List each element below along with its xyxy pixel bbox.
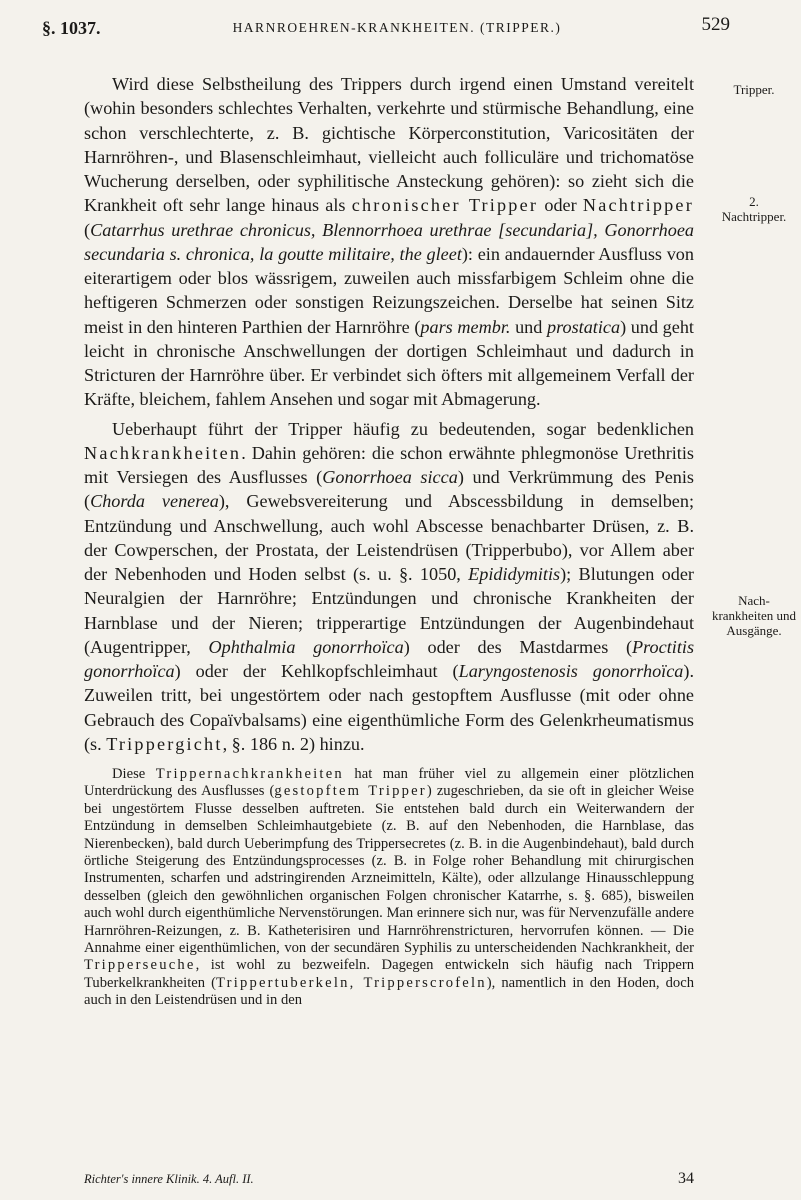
running-header [42, 12, 794, 40]
page-footer [84, 1170, 694, 1190]
running-title: HARNROEHREN-KRANKHEITEN. (TRIPPER.) [232, 20, 562, 35]
margin-note-nachtripper: 2. Nachtripper. [721, 194, 787, 224]
footer-source: Richter's innere Klinik. 4. Aufl. II. [84, 1172, 254, 1186]
margin-note-tripper: Tripper. [733, 82, 775, 97]
paragraph-sequelae: Ueberhaupt führt der Tripper häufig zu bedeutenden, sogar bedenklichen Nachkrankheiten. Dahin gehören: die schon erwähnte phlegmonöse Urethritis mit Versiegen des Ausflusses (Gonorrhoea sicca) und Verkrümmung des Penis (Chorda venerea), Gewebsvereiterung und Abscessbildung in demselben; Entzündung und Anschwellung, auch wohl Abscesse benachbarter Drüsen, z. B. der Cowperschen, der Prostata, der Leistendrüsen (Tripperbubo), vor Allem aber der Nebenhoden und Hoden selbst (s. u. §. 1050, Epididymitis); Blutungen oder Neuralgien der Harnröhre; Entzündungen und chronische Krankheiten der Harnblase und der Nieren; tripperartige Entzündungen der Augenbindehaut (Augentripper, Ophthalmia gonorrhoïca) oder des Mastdarmes (Proctitis gonorrhoïca) oder der Kehlkopfschleimhaut (Laryngostenosis gonorrhoïca). Zuweilen tritt, bei ungestörtem oder nach gestopftem Ausflusse (mit oder ohne Gebrauch des Copaïvbalsams) eine eigenthümliche Form des Gelenkrheumatismus (s. Trippergicht, §. 186 n. 2) hinzu. [84, 418, 695, 754]
paragraph-chronic-gonorrhoea: Wird diese Selbstheilung des Trippers durch irgend einen Umstand vereitelt (wohin besonders schlechtes Verhalten, verkehrte und stürmische Behandlung, eine schon verschlechterte, z. B. gichtische Körperconstitution, Varicositäten der Harnröhren-, und Blasenschleimhaut, vielleicht auch folliculäre und trichomatöse Wucherung derselben, oder syphilitische Ansteckung gehören): so zieht sich die Krankheit oft sehr lange hinaus als chronischer Tripper oder Nachtripper (Catarrhus urethrae chronicus, Blennorrhoea urethrae [secundaria], Gonorrhoea secundaria s. chronica, la goutte militaire, the gleet): ein andauernder Ausfluss von eiterartigem oder blos wässrigem, zuweilen auch missfarbigem Schleim ohne die heftigeren Schmerzen oder sonstigen Reizungszeichen. Derselbe hat seinen Sitz meist in den hinteren Parthien der Harnröhre (pars membr. und prostatica) und geht leicht in chronische Anschwellungen der dortigen Schleimhaut und dadurch in Stricturen der Harnröhre über. Er verbindet sich öfters mit allgemeinem Verfall der Kräfte, bleichem, fahlem Ansehen und sogar mit Abmagerung. [84, 74, 694, 410]
section-number: §. 1037. [42, 18, 101, 38]
sheet-signature: 34 [678, 1170, 694, 1187]
margin-note-nachkrankheiten: Nach-krankheiten und Ausgänge. [711, 593, 797, 638]
main-text [84, 72, 694, 1010]
page-number: 529 [701, 14, 730, 35]
small-print-note: Diese Trippernachkrankheiten hat man früher viel zu allgemein einer plötzlichen Unterdrückung des Ausflusses (gestopftem Tripper) zugeschrieben, da sie oft in gleicher Weise bei ungestörtem Flusse desselben auftreten. Sie entstehen bald durch ein Weiterwandern der Entzündung in demselben Schleimhautgebiete (z. B. auf den Nebenhoden, die Harnblase, das Nierenbecken), bald durch Ueberimpfung des Trippersecretes (z. B. in die Augenbindehaut), bald durch örtliche Steigerung des Entzündungsprocesses (z. B. in Folge roher Behandlung mit chirurgischen Instrumenten, scharfen und adstringirenden Arzneimitteln, Kälte), oder allzulange Hinausschleppung desselben (gleich den gewöhnlichen organischen Folgen chronischer Katarrhe, s. §. 685), bisweilen auch wohl durch eigenthümliche Nervenstörungen. Man erinnere sich nur, was für Nervenzufälle andere Harnröhren-Reizungen, z. B. Katheterisiren und Harnröhrenstricturen, hervorrufen können. — Die Annahme einer eigenthümlichen, von der secundären Syphilis zu unterscheidenden Nachkrankheit, der Tripperseuche, ist wohl zu bezweifeln. Dagegen entwickeln sich häufig nach Trippern Tuberkelkrankheiten (Trippertuberkeln, Tripperscrofeln), namentlich in den Hoden, doch auch in den Leistendrüsen und in den [84, 766, 695, 1009]
